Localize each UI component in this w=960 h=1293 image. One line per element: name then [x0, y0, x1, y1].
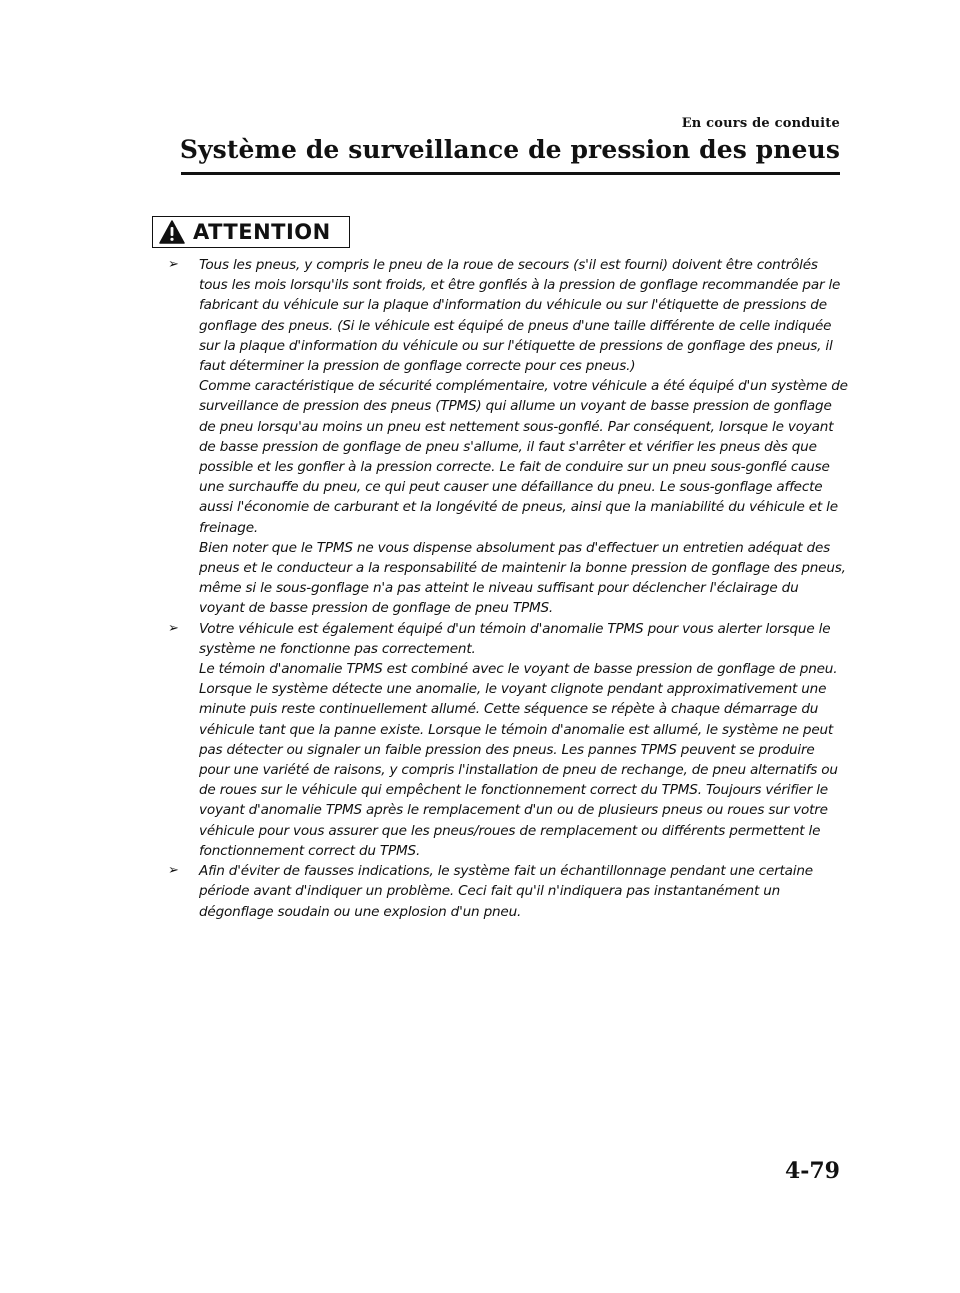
paragraph: Le témoin d'anomalie TPMS est combiné avec le voyant de basse pression de gonflage de pneu. Lorsque le système détecte une anomalie, le voyant clignote pendant approximativement une minute puis reste continuellement allumé. Cette séquence se répète à chaque démarrage du véhicule tant que la panne existe. Lorsque le témoin d'anomalie est allumé, le système ne peut pas détecter ou signaler un faible pression des pneus. Les pannes TPMS peuvent se produire pour une variété de raisons, y compris l'installation de pneu de rechange, de pneu alternatifs ou de roues sur le véhicule qui empêchent le fonctionnement correct du TPMS. Toujours vérifier le voyant d'anomalie TPMS après le remplacement d'un ou de plusieurs pneus ou roues sur votre véhicule pour vous assurer que les pneus/roues de remplacement ou différents permettent le fonctionnement correct du TPMS.: [199, 661, 838, 859]
attention-label: ATTENTION: [193, 220, 331, 244]
bullet-item: [168, 619, 848, 861]
bullet-body: [199, 255, 848, 619]
warning-triangle-icon: [159, 220, 185, 244]
warning-bullet-list: [168, 255, 848, 922]
section-label: En cours de conduite: [681, 116, 840, 131]
paragraph: Afin d'éviter de fausses indications, le système fait un échantillonnage pendant une certaine période avant d'indiquer un problème. Ceci fait qu'il n'indiquera pas instantanément un dégonflage soudain ou une explosion d'un pneu.: [199, 863, 813, 920]
arrow-bullet-icon: ➢: [168, 620, 179, 636]
bullet-item: [168, 861, 848, 922]
header-rule: [181, 172, 840, 175]
paragraph: Comme caractéristique de sécurité complémentaire, votre véhicule a été équipé d'un système de surveillance de pression des pneus (TPMS) qui allume un voyant de basse pression de gonflage de pneu lorsqu'au moins un pneu est nettement sous-gonflé. Par conséquent, lorsque le voyant de basse pression de gonflage de pneu s'allume, il faut s'arrêter et vérifier les pneus dès que possible et les gonfler à la pression correcte. Le fait de conduire sur un pneu sous-gonflé cause une surchauffe du pneu, ce qui peut causer une défaillance du pneu. Le sous-gonflage affecte aussi l'économie de carburant et la longévité de pneus, ainsi que la maniabilité du véhicule et le freinage.: [199, 378, 848, 536]
bullet-body: [199, 861, 848, 922]
bullet-item: [168, 255, 848, 619]
arrow-bullet-icon: ➢: [168, 257, 179, 272]
paragraph: Tous les pneus, y compris le pneu de la roue de secours (s'il est fourni) doivent être contrôlés tous les mois lorsqu'ils sont froids, et être gonflés à la pression de gonflage recommandée par le fabricant du véhicule sur la plaque d'information du véhicule ou sur l'étiquette de pressions de gonflage des pneus. (Si le véhicule est équipé de pneus d'une taille différente de celle indiquée sur la plaque d'information du véhicule ou sur l'étiquette de pressions de gonflage des pneus, il faut déterminer la pression de gonflage correcte pour ces pneus.): [199, 257, 841, 375]
bullet-body: [199, 619, 848, 861]
page-number: 4-79: [784, 1158, 840, 1184]
page-title: Système de surveillance de pression des pneus: [179, 135, 840, 164]
paragraph: Votre véhicule est également équipé d'un témoin d'anomalie TPMS pour vous alerter lorsque le système ne fonctionne pas correctement.: [199, 620, 831, 657]
page-header: [180, 116, 840, 164]
arrow-bullet-icon: ➢: [168, 863, 179, 879]
attention-box: [152, 216, 350, 248]
paragraph: Bien noter que le TPMS ne vous dispense absolument pas d'effectuer un entretien adéquat des pneus et le conducteur a la responsabilité de maintenir la bonne pression de gonflage des pneus, même si le sous-gonflage n'a pas atteint le niveau suffisant pour déclencher l'éclairage du voyant de basse pression de gonflage de pneu TPMS.: [199, 539, 846, 617]
